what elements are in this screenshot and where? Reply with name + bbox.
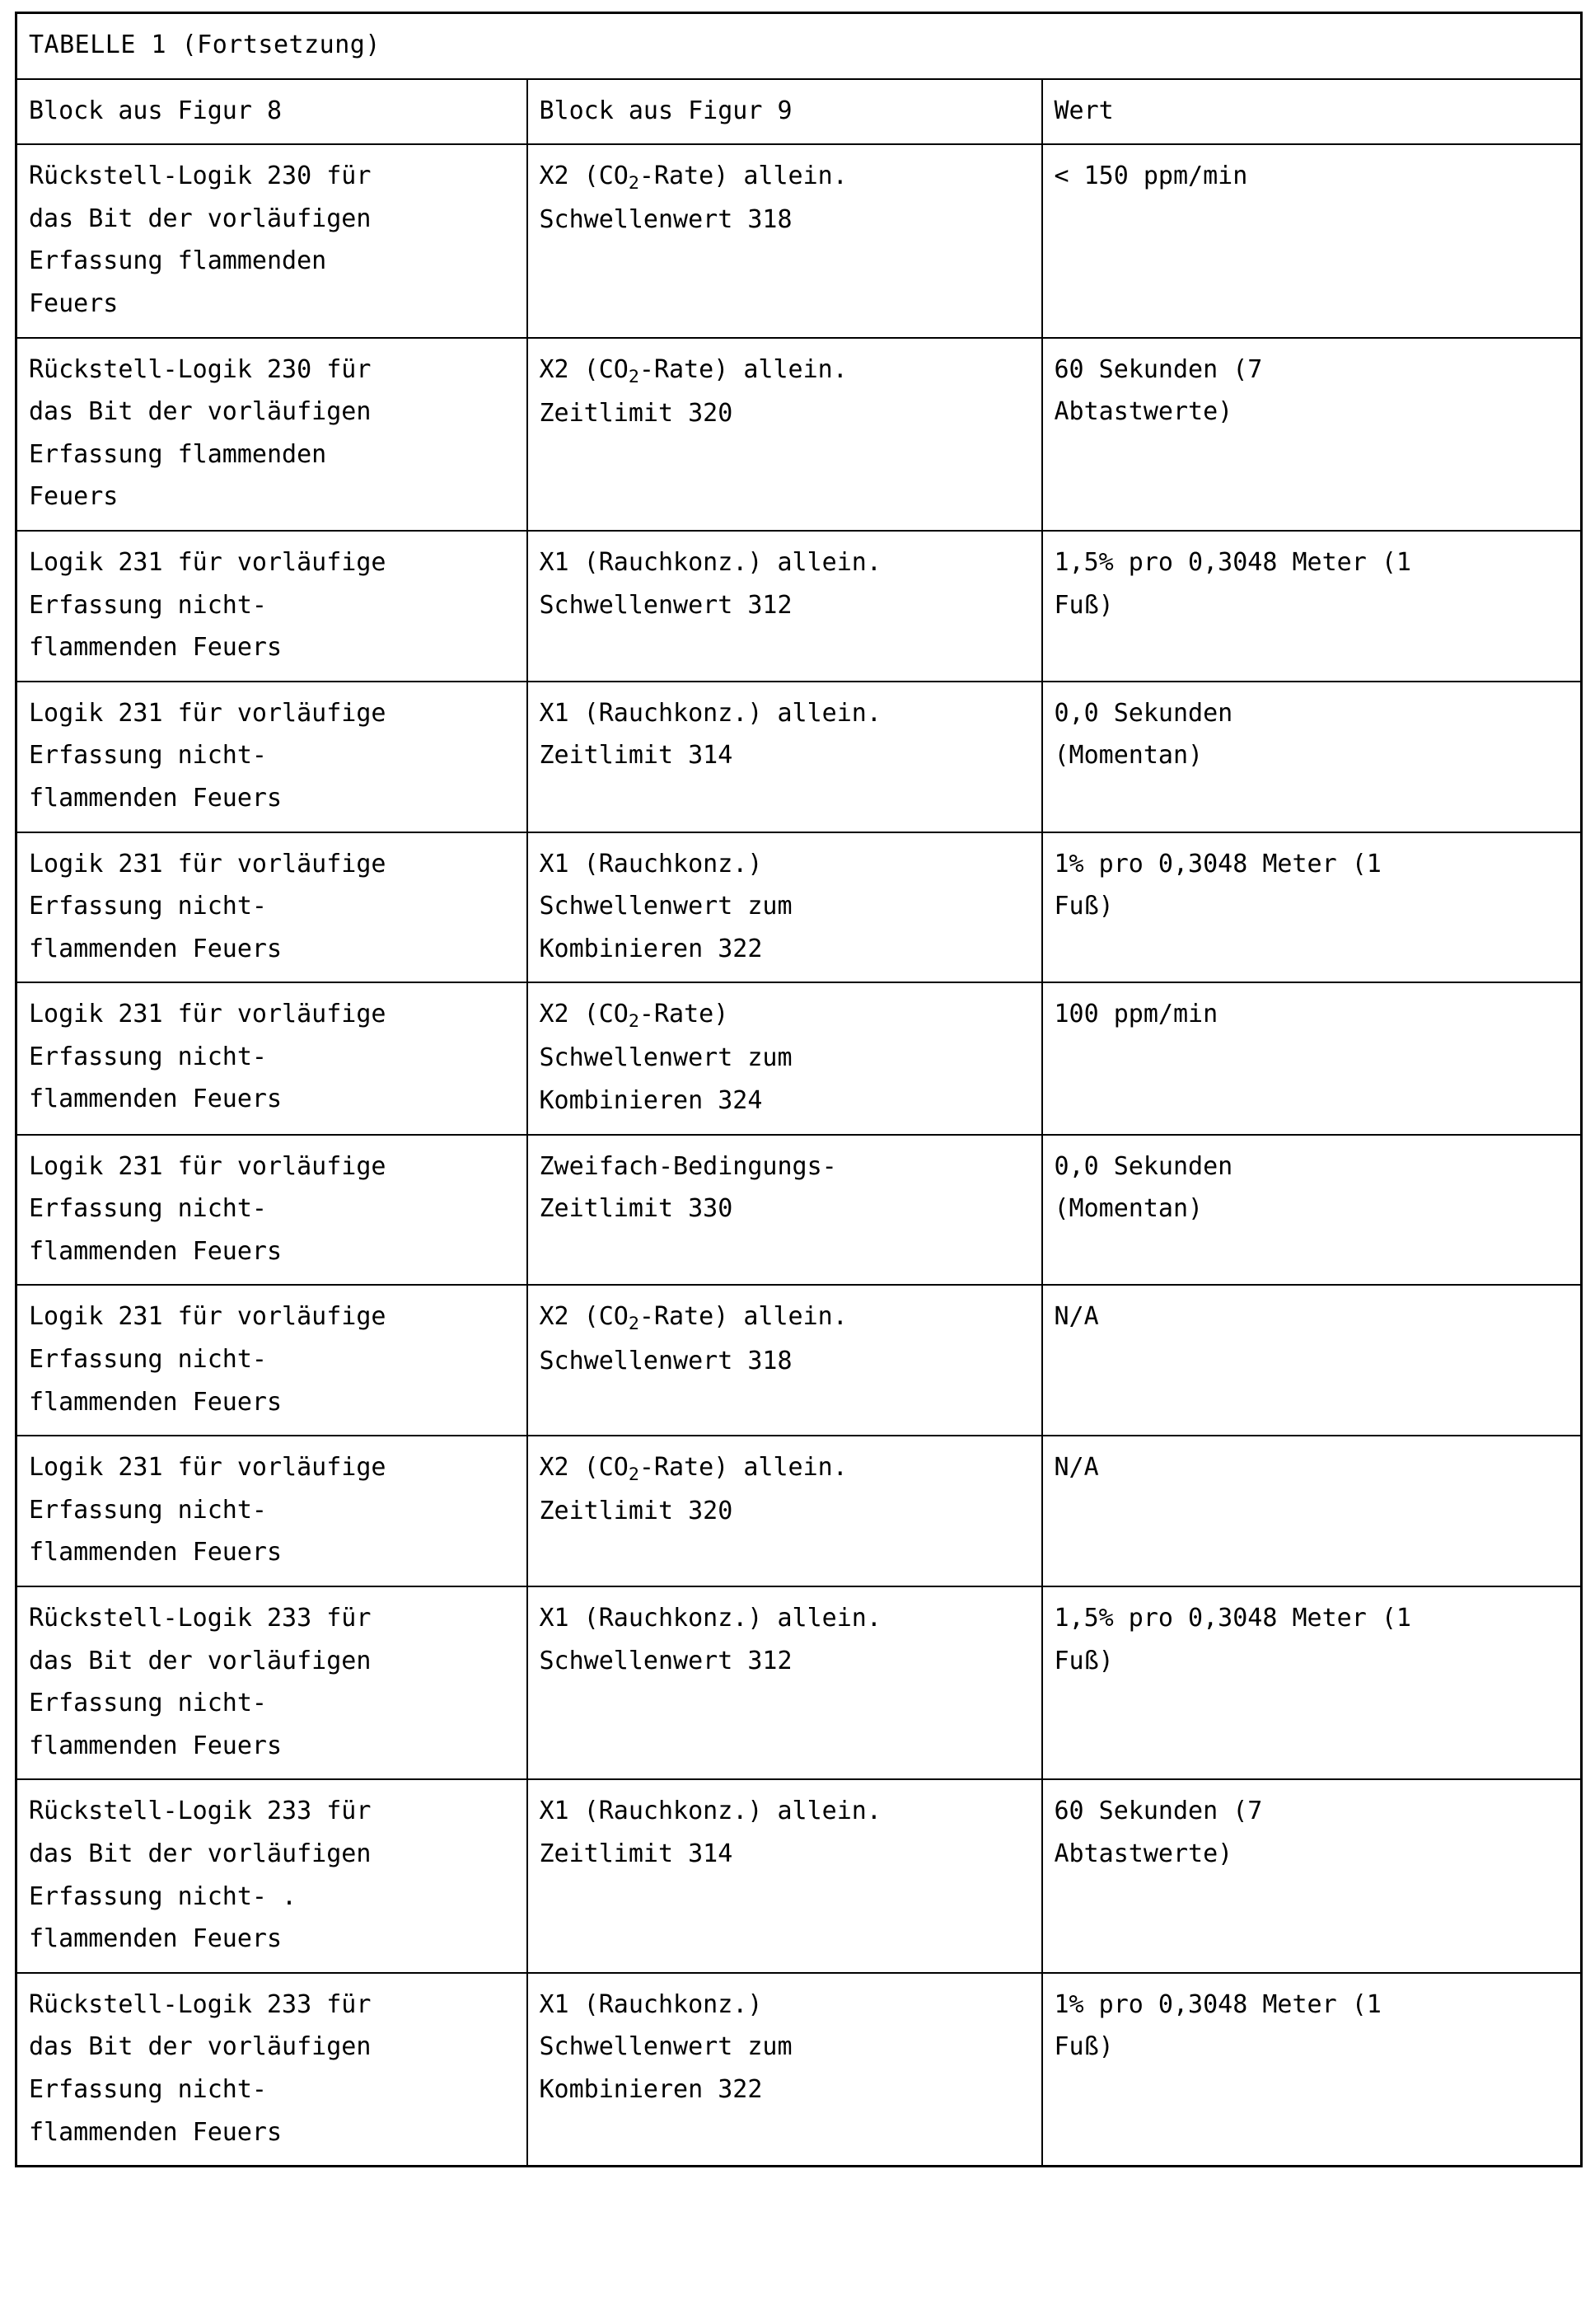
cell-line: Erfassung nicht- . xyxy=(29,1881,297,1911)
cell-line: Logik 231 für vorläufige xyxy=(29,1453,386,1483)
cell-line: Rückstell-Logik 233 für xyxy=(29,1604,372,1633)
cell-line: 0,0 Sekunden xyxy=(1054,698,1233,728)
cell-wert xyxy=(1042,1436,1582,1586)
column-header-block-figur-9: Block aus Figur 9 xyxy=(527,79,1042,145)
cell-wert xyxy=(1042,1973,1582,2167)
cell-line: Zweifach-Bedingungs- xyxy=(539,1151,837,1181)
cell-line: 1,5% pro 0,3048 Meter (1 xyxy=(1054,1604,1411,1633)
cell-line: Erfassung nicht- xyxy=(29,1194,267,1224)
cell-block-figur-9 xyxy=(527,832,1042,983)
cell-block-figur-9 xyxy=(527,1586,1042,1779)
cell-line: Fuß) xyxy=(1054,2032,1114,2062)
cell-line: 0,0 Sekunden xyxy=(1054,1151,1233,1181)
column-header-wert: Wert xyxy=(1042,79,1582,145)
cell-line: flammenden Feuers xyxy=(29,1236,283,1266)
cell-line: Logik 231 für vorläufige xyxy=(29,1302,386,1332)
table-row xyxy=(16,982,1582,1134)
cell-line: Schwellenwert 312 xyxy=(539,590,793,620)
cell-block-figur-8 xyxy=(16,832,527,983)
cell-line: Logik 231 für vorläufige xyxy=(29,1151,386,1181)
cell-line: X1 (Rauchkonz.) allein. xyxy=(539,1604,882,1633)
cell-block-figur-8 xyxy=(16,1779,527,1972)
cell-block-figur-9 xyxy=(527,1285,1042,1436)
cell-line: Erfassung nicht- xyxy=(29,2074,267,2104)
cell-line: 100 ppm/min xyxy=(1054,1000,1218,1029)
cell-line: das Bit der vorläufigen xyxy=(29,1646,372,1675)
cell-line: Logik 231 für vorläufige xyxy=(29,849,386,879)
cell-line: flammenden Feuers xyxy=(29,1538,283,1567)
cell-line: X2 $(CO_2-Rate)$ allein. xyxy=(539,162,848,194)
cell-line: Abtastwerte) xyxy=(1054,1839,1233,1868)
table-row xyxy=(16,1779,1582,1972)
cell-line: X2 $(CO_2-Rate)$ xyxy=(539,1000,729,1033)
table-row xyxy=(16,338,1582,531)
table-row xyxy=(16,682,1582,832)
table-row xyxy=(16,1973,1582,2167)
cell-line: 1% pro 0,3048 Meter (1 xyxy=(1054,849,1382,879)
cell-line: Rückstell-Logik 230 für xyxy=(29,162,372,191)
cell-block-figur-8 xyxy=(16,982,527,1134)
cell-wert xyxy=(1042,1135,1582,1286)
cell-line: flammenden Feuers xyxy=(29,1924,283,1954)
cell-line: Logik 231 für vorläufige xyxy=(29,547,386,577)
column-header-block-figur-8: Block aus Figur 8 xyxy=(16,79,527,145)
cell-line: X2 $(CO_2-Rate)$ allein. xyxy=(539,1453,848,1486)
cell-block-figur-8 xyxy=(16,1586,527,1779)
cell-line: Erfassung nicht- xyxy=(29,1042,267,1071)
cell-wert xyxy=(1042,682,1582,832)
cell-line: (Momentan) xyxy=(1054,1194,1204,1224)
cell-wert xyxy=(1042,531,1582,682)
cell-line: X1 (Rauchkonz.) allein. xyxy=(539,547,882,577)
table-header-row xyxy=(16,79,1582,145)
cell-wert xyxy=(1042,338,1582,531)
table-row xyxy=(16,1285,1582,1436)
cell-line: Fuß) xyxy=(1054,1646,1114,1675)
cell-line: Erfassung nicht- xyxy=(29,892,267,921)
cell-block-figur-9 xyxy=(527,982,1042,1134)
cell-block-figur-8 xyxy=(16,1285,527,1436)
cell-line: flammenden Feuers xyxy=(29,934,283,963)
cell-block-figur-8 xyxy=(16,1135,527,1286)
cell-line: X1 (Rauchkonz.) xyxy=(539,849,763,879)
cell-line: flammenden Feuers xyxy=(29,1085,283,1114)
cell-block-figur-9 xyxy=(527,682,1042,832)
cell-line: X2 $(CO_2-Rate)$ allein. xyxy=(539,354,848,387)
cell-line: das Bit der vorläufigen xyxy=(29,397,372,427)
cell-line: Zeitlimit 314 xyxy=(539,741,733,771)
cell-block-figur-9 xyxy=(527,338,1042,531)
cell-line: das Bit der vorläufigen xyxy=(29,2032,372,2062)
cell-block-figur-9 xyxy=(527,1973,1042,2167)
table-row xyxy=(16,1135,1582,1286)
table-title: TABELLE 1 (Fortsetzung) xyxy=(16,13,1582,79)
cell-line: Fuß) xyxy=(1054,590,1114,620)
cell-line: flammenden Feuers xyxy=(29,633,283,663)
cell-line: Erfassung flammenden xyxy=(29,439,327,469)
cell-block-figur-8 xyxy=(16,531,527,682)
cell-line: Schwellenwert 312 xyxy=(539,1646,793,1675)
cell-line: Fuß) xyxy=(1054,892,1114,921)
cell-line: Zeitlimit 314 xyxy=(539,1839,733,1868)
cell-line: 1,5% pro 0,3048 Meter (1 xyxy=(1054,547,1411,577)
cell-block-figur-8 xyxy=(16,1436,527,1586)
cell-line: Erfassung nicht- xyxy=(29,741,267,771)
cell-block-figur-8 xyxy=(16,338,527,531)
cell-line: Schwellenwert zum xyxy=(539,1043,793,1073)
cell-block-figur-9 xyxy=(527,144,1042,337)
table-row xyxy=(16,144,1582,337)
cell-line: Erfassung nicht- xyxy=(29,1689,267,1718)
cell-line: flammenden Feuers xyxy=(29,783,283,813)
cell-line: Logik 231 für vorläufige xyxy=(29,698,386,728)
cell-line: 1% pro 0,3048 Meter (1 xyxy=(1054,1989,1382,2019)
cell-block-figur-9 xyxy=(527,531,1042,682)
table-body xyxy=(16,13,1582,145)
cell-wert xyxy=(1042,144,1582,337)
cell-line: < 150 ppm/min xyxy=(1054,162,1248,191)
cell-wert xyxy=(1042,1779,1582,1972)
cell-block-figur-9 xyxy=(527,1436,1042,1586)
cell-line: Zeitlimit 320 xyxy=(539,1497,733,1526)
table-row xyxy=(16,1586,1582,1779)
cell-line: X1 (Rauchkonz.) allein. xyxy=(539,1797,882,1826)
cell-line: Rückstell-Logik 233 für xyxy=(29,1797,372,1826)
cell-line: Kombinieren 324 xyxy=(539,1086,763,1116)
cell-line: Schwellenwert zum xyxy=(539,892,793,921)
cell-line: Schwellenwert 318 xyxy=(539,205,793,235)
cell-line: Kombinieren 322 xyxy=(539,2074,763,2104)
cell-line: Abtastwerte) xyxy=(1054,397,1233,427)
table-row xyxy=(16,832,1582,983)
cell-line: N/A xyxy=(1054,1453,1099,1483)
cell-line: Kombinieren 322 xyxy=(539,934,763,963)
cell-line: flammenden Feuers xyxy=(29,1387,283,1417)
cell-line: 60 Sekunden (7 xyxy=(1054,1797,1263,1826)
cell-line: (Momentan) xyxy=(1054,741,1204,771)
cell-line: Erfassung nicht- xyxy=(29,1345,267,1375)
cell-line: Logik 231 für vorläufige xyxy=(29,1000,386,1029)
cell-line: das Bit der vorläufigen xyxy=(29,204,372,233)
cell-line: Schwellenwert 318 xyxy=(539,1346,793,1375)
cell-line: X2 $(CO_2-Rate)$ allein. xyxy=(539,1302,848,1335)
cell-block-figur-9 xyxy=(527,1779,1042,1972)
cell-wert xyxy=(1042,1285,1582,1436)
cell-line: 60 Sekunden (7 xyxy=(1054,354,1263,384)
table-row xyxy=(16,531,1582,682)
cell-wert xyxy=(1042,982,1582,1134)
cell-block-figur-8 xyxy=(16,1973,527,2167)
cell-line: X1 (Rauchkonz.) xyxy=(539,1989,763,2019)
cell-line: Rückstell-Logik 230 für xyxy=(29,354,372,384)
cell-line: flammenden Feuers xyxy=(29,1731,283,1760)
cell-block-figur-9 xyxy=(527,1135,1042,1286)
cell-line: Schwellenwert zum xyxy=(539,2032,793,2062)
table-title-row xyxy=(16,13,1582,79)
cell-wert xyxy=(1042,1586,1582,1779)
cell-line: das Bit der vorläufigen xyxy=(29,1839,372,1868)
cell-line: Erfassung flammenden xyxy=(29,246,327,276)
table-1-continued xyxy=(15,12,1583,2167)
cell-line: Feuers xyxy=(29,482,119,512)
cell-line: Feuers xyxy=(29,288,119,318)
table-row xyxy=(16,1436,1582,1586)
cell-line: Rückstell-Logik 233 für xyxy=(29,1989,372,2019)
cell-line: N/A xyxy=(1054,1302,1099,1332)
cell-line: flammenden Feuers xyxy=(29,2117,283,2147)
cell-block-figur-8 xyxy=(16,682,527,832)
cell-line: X1 (Rauchkonz.) allein. xyxy=(539,698,882,728)
cell-line: Erfassung nicht- xyxy=(29,1495,267,1525)
cell-line: Zeitlimit 320 xyxy=(539,398,733,428)
cell-line: Zeitlimit 330 xyxy=(539,1194,733,1224)
cell-line: Erfassung nicht- xyxy=(29,590,267,620)
cell-wert xyxy=(1042,832,1582,983)
cell-block-figur-8 xyxy=(16,144,527,337)
